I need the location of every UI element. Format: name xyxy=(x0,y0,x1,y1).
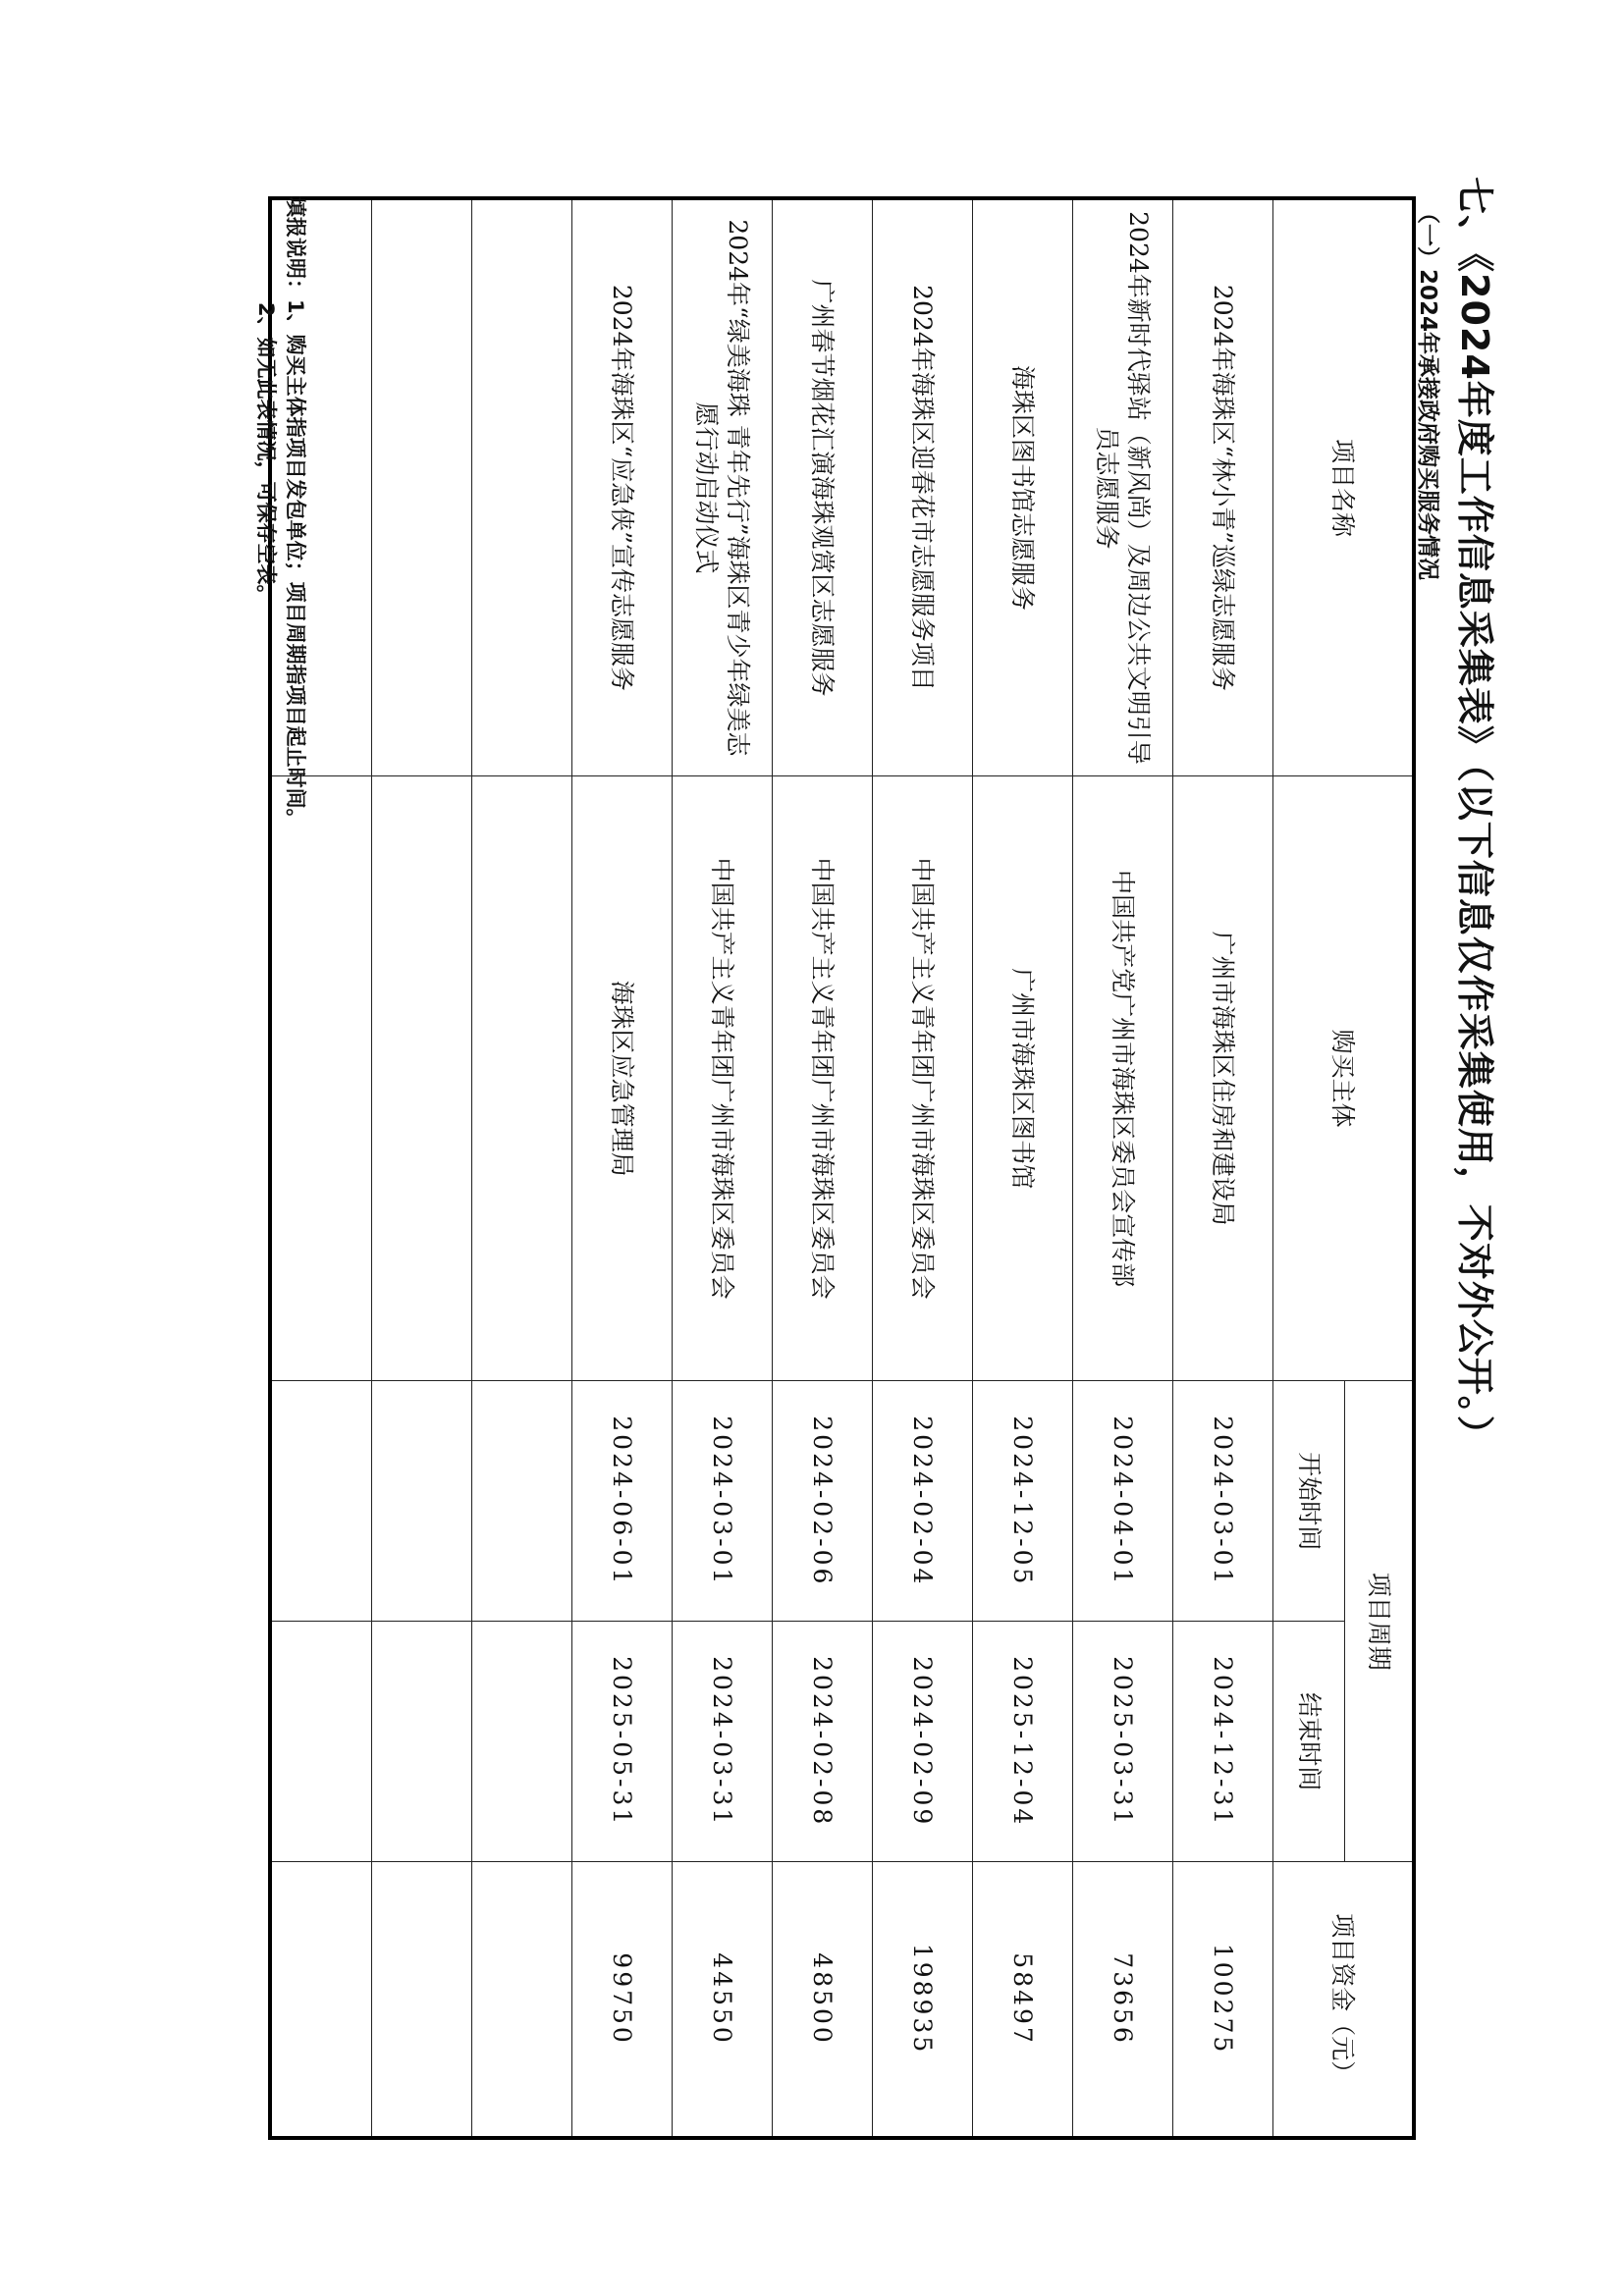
cell-project-name: 2024年“绿美海珠 青年先行”海珠区青少年绿美志愿行动启动仪式 xyxy=(673,198,773,775)
cell-funds: 48500 xyxy=(773,1862,873,2138)
header-buyer: 购买主体 xyxy=(1273,775,1415,1380)
cell-start-date: 2024-03-01 xyxy=(1173,1381,1273,1622)
cell-buyer: 中国共产主义青年团广州市海珠区委员会 xyxy=(873,775,973,1380)
fill-note-1: 填报说明：1、购买主体指项目发包单位；项目周期指项目起止时间。 xyxy=(284,196,307,829)
cell-start-date: 2024-03-01 xyxy=(673,1381,773,1622)
cell-funds xyxy=(472,1862,572,2138)
cell-end-date: 2024-12-31 xyxy=(1173,1622,1273,1862)
table-row xyxy=(673,198,773,2138)
cell-start-date: 2024-02-04 xyxy=(873,1381,973,1622)
section-title: 七、《2024年度工作信息采集表》（以下信息仅作采集使用，不对外公开。） xyxy=(1453,177,1496,1454)
header-period: 项目周期 xyxy=(1345,1381,1415,1862)
cell-start-date: 2024-12-05 xyxy=(973,1381,1073,1622)
cell-project-name: 2024年海珠区“林小青”巡绿志愿服务 xyxy=(1173,198,1273,775)
table-row xyxy=(1073,198,1173,2138)
cell-project-name: 2024年新时代驿站（新风尚）及周边公共文明引导员志愿服务 xyxy=(1073,198,1173,775)
cell-funds: 100275 xyxy=(1173,1862,1273,2138)
cell-end-date: 2025-05-31 xyxy=(572,1622,673,1862)
cell-end-date xyxy=(372,1622,472,1862)
cell-end-date: 2024-02-08 xyxy=(773,1622,873,1862)
table-row xyxy=(372,198,472,2138)
cell-start-date xyxy=(372,1381,472,1622)
table-row xyxy=(873,198,973,2138)
cell-start-date: 2024-04-01 xyxy=(1073,1381,1173,1622)
cell-funds: 73656 xyxy=(1073,1862,1173,2138)
cell-funds xyxy=(270,1862,372,2138)
cell-project-name xyxy=(372,198,472,775)
cell-start-date: 2024-02-06 xyxy=(773,1381,873,1622)
table-row xyxy=(973,198,1073,2138)
table-row xyxy=(1173,198,1273,2138)
purchase-services-table xyxy=(268,196,1416,2140)
cell-funds: 58497 xyxy=(973,1862,1073,2138)
cell-funds: 44550 xyxy=(673,1862,773,2138)
cell-buyer xyxy=(372,775,472,1380)
cell-buyer: 中国共产主义青年团广州市海珠区委员会 xyxy=(773,775,873,1380)
header-row-1 xyxy=(1345,198,1415,2138)
cell-project-name: 2024年海珠区“应急侠”宣传志愿服务 xyxy=(572,198,673,775)
header-project-name: 项目名称 xyxy=(1273,198,1415,775)
table-row xyxy=(773,198,873,2138)
cell-buyer xyxy=(270,775,372,1380)
cell-buyer: 广州市海珠区图书馆 xyxy=(973,775,1073,1380)
cell-end-date: 2024-02-09 xyxy=(873,1622,973,1862)
cell-buyer: 中国共产党广州市海珠区委员会宣传部 xyxy=(1073,775,1173,1380)
cell-funds: 99750 xyxy=(572,1862,673,2138)
cell-end-date: 2024-03-31 xyxy=(673,1622,773,1862)
cell-end-date: 2025-03-31 xyxy=(1073,1622,1173,1862)
cell-funds: 198935 xyxy=(873,1862,973,2138)
cell-project-name xyxy=(472,198,572,775)
cell-buyer xyxy=(472,775,572,1380)
cell-start-date xyxy=(270,1381,372,1622)
cell-buyer: 中国共产主义青年团广州市海珠区委员会 xyxy=(673,775,773,1380)
cell-start-date xyxy=(472,1381,572,1622)
cell-funds xyxy=(372,1862,472,2138)
cell-project-name: 广州春节烟花汇演海珠观赏区志愿服务 xyxy=(773,198,873,775)
header-start: 开始时间 xyxy=(1273,1381,1345,1622)
cell-end-date xyxy=(270,1622,372,1862)
cell-end-date: 2025-12-04 xyxy=(973,1622,1073,1862)
cell-project-name: 海珠区图书馆志愿服务 xyxy=(973,198,1073,775)
cell-buyer: 海珠区应急管理局 xyxy=(572,775,673,1380)
table-row xyxy=(472,198,572,2138)
header-funds: 项目资金（元） xyxy=(1273,1862,1415,2138)
subsection-title: （一）2024年承接政府购买服务情况 xyxy=(1415,201,1440,581)
fill-note-2: 2、如无此表情况，可保存空表。 xyxy=(254,302,278,606)
cell-buyer: 广州市海珠区住房和建设局 xyxy=(1173,775,1273,1380)
cell-project-name: 2024年海珠区迎春花市志愿服务项目 xyxy=(873,198,973,775)
cell-start-date: 2024-06-01 xyxy=(572,1381,673,1622)
cell-end-date xyxy=(472,1622,572,1862)
header-end: 结束时间 xyxy=(1273,1622,1345,1862)
table-row xyxy=(572,198,673,2138)
